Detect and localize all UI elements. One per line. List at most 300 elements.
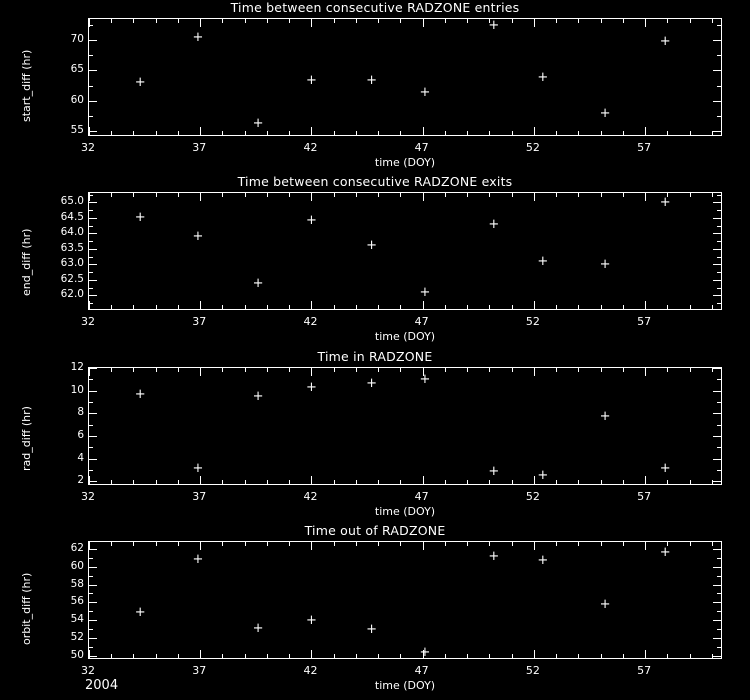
x-tick bbox=[133, 193, 134, 197]
x-tick bbox=[267, 193, 268, 197]
x-tick bbox=[489, 368, 490, 372]
x-tick bbox=[400, 19, 401, 23]
x-tick bbox=[200, 19, 201, 27]
y-tick-minor bbox=[717, 55, 721, 56]
x-tick bbox=[512, 131, 513, 135]
chart-title: Time out of RADZONE bbox=[304, 523, 446, 538]
x-tick bbox=[200, 193, 201, 201]
x-tick bbox=[645, 476, 646, 484]
x-tick bbox=[378, 131, 379, 135]
x-tick bbox=[445, 480, 446, 484]
data-point bbox=[306, 382, 317, 393]
data-point bbox=[253, 278, 264, 289]
x-tick bbox=[690, 305, 691, 309]
y-tick-minor bbox=[89, 295, 93, 296]
x-tick bbox=[267, 542, 268, 546]
y-axis-title: orbit_diff (hr) bbox=[20, 572, 33, 645]
x-tick bbox=[578, 193, 579, 197]
x-tick bbox=[400, 193, 401, 197]
x-tick bbox=[334, 305, 335, 309]
x-tick bbox=[645, 19, 646, 27]
x-tick bbox=[178, 368, 179, 372]
x-tick-label: 42 bbox=[303, 315, 318, 328]
x-tick bbox=[578, 19, 579, 23]
y-tick-label: 63.0 bbox=[60, 257, 84, 270]
x-tick bbox=[556, 131, 557, 135]
x-tick bbox=[289, 19, 290, 23]
x-tick bbox=[334, 542, 335, 546]
x-tick bbox=[712, 305, 713, 309]
data-point bbox=[419, 287, 430, 298]
data-point bbox=[660, 36, 671, 47]
y-tick-minor bbox=[89, 436, 93, 437]
y-tick-minor bbox=[717, 436, 721, 437]
x-tick bbox=[489, 305, 490, 309]
x-tick bbox=[356, 654, 357, 658]
data-point bbox=[600, 108, 611, 119]
x-tick bbox=[267, 654, 268, 658]
x-tick bbox=[400, 368, 401, 372]
x-tick bbox=[467, 542, 468, 546]
data-point bbox=[419, 374, 430, 385]
x-tick bbox=[311, 193, 312, 201]
data-point bbox=[660, 547, 671, 558]
x-tick bbox=[534, 476, 535, 484]
y-tick-minor bbox=[717, 602, 721, 603]
y-tick-minor bbox=[89, 391, 93, 392]
x-tick bbox=[601, 480, 602, 484]
x-tick bbox=[289, 305, 290, 309]
x-tick bbox=[556, 542, 557, 546]
data-point bbox=[419, 87, 430, 98]
x-tick bbox=[423, 542, 424, 550]
x-tick bbox=[578, 542, 579, 546]
x-tick bbox=[200, 301, 201, 309]
x-tick bbox=[289, 131, 290, 135]
x-tick bbox=[222, 368, 223, 372]
y-tick-minor bbox=[89, 368, 93, 369]
x-tick bbox=[289, 193, 290, 197]
x-tick bbox=[601, 368, 602, 372]
x-tick-label: 47 bbox=[414, 141, 429, 154]
data-point bbox=[366, 240, 377, 251]
y-tick-label: 55 bbox=[70, 123, 84, 136]
x-tick-label: 52 bbox=[525, 315, 540, 328]
y-tick-minor bbox=[89, 481, 93, 482]
y-tick-minor bbox=[717, 368, 721, 369]
x-tick bbox=[334, 19, 335, 23]
y-tick-label: 10 bbox=[70, 383, 84, 396]
x-tick bbox=[512, 19, 513, 23]
x-tick-label: 42 bbox=[303, 664, 318, 677]
data-point bbox=[366, 378, 377, 389]
y-tick-minor bbox=[89, 195, 93, 196]
x-tick bbox=[200, 368, 201, 376]
x-tick bbox=[267, 131, 268, 135]
y-tick-minor bbox=[717, 379, 721, 380]
x-tick bbox=[311, 19, 312, 27]
data-point bbox=[488, 551, 499, 562]
x-tick-label: 57 bbox=[637, 315, 652, 328]
y-tick-minor bbox=[89, 303, 93, 304]
y-tick-minor bbox=[717, 70, 721, 71]
x-tick bbox=[222, 19, 223, 23]
y-tick-minor bbox=[717, 481, 721, 482]
x-tick-label: 32 bbox=[81, 664, 95, 677]
x-tick bbox=[467, 131, 468, 135]
x-tick bbox=[623, 305, 624, 309]
y-tick-minor bbox=[89, 620, 93, 621]
x-tick bbox=[423, 476, 424, 484]
y-tick-minor bbox=[89, 70, 93, 71]
x-tick bbox=[645, 193, 646, 201]
x-tick bbox=[200, 650, 201, 658]
y-tick-minor bbox=[89, 218, 93, 219]
y-tick-minor bbox=[89, 459, 93, 460]
y-tick-label: 65 bbox=[70, 63, 84, 76]
x-tick bbox=[467, 654, 468, 658]
x-tick bbox=[645, 127, 646, 135]
data-point bbox=[366, 624, 377, 635]
x-tick bbox=[400, 131, 401, 135]
y-tick-label: 8 bbox=[77, 406, 84, 419]
x-tick bbox=[89, 301, 90, 309]
y-tick-minor bbox=[717, 470, 721, 471]
x-tick bbox=[245, 131, 246, 135]
x-tick bbox=[378, 193, 379, 197]
y-tick-minor bbox=[717, 647, 721, 648]
x-tick bbox=[222, 193, 223, 197]
y-tick-label: 52 bbox=[70, 630, 84, 643]
y-tick-minor bbox=[89, 241, 93, 242]
x-tick bbox=[334, 368, 335, 372]
x-tick bbox=[623, 368, 624, 372]
x-tick bbox=[690, 19, 691, 23]
x-tick bbox=[267, 368, 268, 372]
y-tick-minor bbox=[717, 101, 721, 102]
x-tick bbox=[111, 305, 112, 309]
x-tick bbox=[645, 301, 646, 309]
x-tick bbox=[156, 131, 157, 135]
y-tick-label: 62.0 bbox=[60, 288, 84, 301]
data-point bbox=[366, 75, 377, 86]
x-tick bbox=[400, 542, 401, 546]
x-tick bbox=[690, 368, 691, 372]
x-tick bbox=[467, 193, 468, 197]
y-tick-minor bbox=[717, 86, 721, 87]
x-tick bbox=[690, 542, 691, 546]
x-tick-label: 42 bbox=[303, 490, 318, 503]
x-tick bbox=[133, 480, 134, 484]
y-tick-minor bbox=[717, 447, 721, 448]
y-tick-minor bbox=[89, 611, 93, 612]
chart-title: Time between consecutive RADZONE entries bbox=[230, 0, 520, 15]
x-tick-label: 32 bbox=[81, 141, 95, 154]
x-tick bbox=[623, 193, 624, 197]
x-tick bbox=[311, 368, 312, 376]
y-tick-minor bbox=[89, 280, 93, 281]
x-tick bbox=[489, 193, 490, 197]
x-tick bbox=[133, 305, 134, 309]
x-tick bbox=[512, 654, 513, 658]
data-point bbox=[537, 555, 548, 566]
x-tick bbox=[245, 480, 246, 484]
data-point bbox=[488, 20, 499, 31]
x-tick bbox=[222, 654, 223, 658]
x-tick bbox=[534, 542, 535, 550]
y-tick-minor bbox=[89, 656, 93, 657]
y-tick-minor bbox=[89, 226, 93, 227]
y-tick-minor bbox=[89, 602, 93, 603]
x-tick bbox=[156, 480, 157, 484]
y-tick-minor bbox=[717, 280, 721, 281]
x-tick-label: 37 bbox=[192, 490, 207, 503]
data-point bbox=[193, 463, 204, 474]
x-tick-label: 37 bbox=[192, 315, 207, 328]
data-point bbox=[488, 466, 499, 477]
x-tick bbox=[556, 480, 557, 484]
y-tick-minor bbox=[89, 558, 93, 559]
y-tick-minor bbox=[89, 447, 93, 448]
data-point bbox=[488, 219, 499, 230]
y-tick-label: 62 bbox=[70, 542, 84, 555]
x-tick bbox=[623, 19, 624, 23]
data-point bbox=[193, 32, 204, 43]
x-tick bbox=[356, 19, 357, 23]
x-tick bbox=[378, 19, 379, 23]
data-point bbox=[660, 463, 671, 474]
x-tick bbox=[178, 193, 179, 197]
x-tick bbox=[489, 131, 490, 135]
year-label: 2004 bbox=[85, 678, 119, 693]
x-tick bbox=[534, 19, 535, 27]
x-tick bbox=[156, 368, 157, 372]
y-tick-label: 12 bbox=[70, 361, 84, 373]
x-tick-label: 57 bbox=[637, 141, 652, 154]
y-tick-minor bbox=[717, 195, 721, 196]
y-tick-minor bbox=[89, 202, 93, 203]
x-tick bbox=[534, 368, 535, 376]
data-point bbox=[306, 615, 317, 626]
y-tick-minor bbox=[89, 116, 93, 117]
y-tick-minor bbox=[89, 629, 93, 630]
x-tick bbox=[601, 131, 602, 135]
x-tick bbox=[400, 305, 401, 309]
data-point bbox=[253, 118, 264, 129]
x-tick bbox=[133, 19, 134, 23]
x-tick bbox=[267, 19, 268, 23]
data-point bbox=[537, 72, 548, 83]
x-tick bbox=[378, 305, 379, 309]
y-tick-minor bbox=[717, 288, 721, 289]
x-tick-label: 52 bbox=[525, 490, 540, 503]
x-tick bbox=[311, 127, 312, 135]
x-tick bbox=[89, 368, 90, 376]
x-tick bbox=[578, 654, 579, 658]
x-tick bbox=[512, 542, 513, 546]
x-tick bbox=[245, 305, 246, 309]
x-tick bbox=[222, 542, 223, 546]
x-tick bbox=[445, 305, 446, 309]
y-axis-title: end_diff (hr) bbox=[20, 228, 33, 296]
x-tick bbox=[111, 19, 112, 23]
x-tick bbox=[289, 542, 290, 546]
x-tick bbox=[222, 305, 223, 309]
y-tick-minor bbox=[717, 576, 721, 577]
x-tick bbox=[712, 19, 713, 23]
x-tick bbox=[356, 131, 357, 135]
plot-area bbox=[88, 192, 722, 310]
x-tick-label: 47 bbox=[414, 490, 429, 503]
x-tick bbox=[289, 368, 290, 372]
y-tick-label: 64.0 bbox=[60, 226, 84, 239]
x-tick-label: 37 bbox=[192, 141, 207, 154]
x-tick bbox=[156, 542, 157, 546]
y-tick-minor bbox=[717, 656, 721, 657]
x-tick bbox=[200, 127, 201, 135]
x-tick bbox=[534, 127, 535, 135]
data-point bbox=[193, 231, 204, 242]
x-tick bbox=[667, 305, 668, 309]
x-tick bbox=[156, 19, 157, 23]
x-tick bbox=[111, 193, 112, 197]
x-tick-label: 32 bbox=[81, 315, 95, 328]
x-axis-title: time (DOY) bbox=[374, 330, 436, 343]
data-point bbox=[253, 391, 264, 402]
y-tick-minor bbox=[89, 638, 93, 639]
x-tick bbox=[556, 19, 557, 23]
x-tick bbox=[645, 542, 646, 550]
x-tick-label: 47 bbox=[414, 315, 429, 328]
x-tick bbox=[667, 368, 668, 372]
x-tick bbox=[156, 654, 157, 658]
y-tick-minor bbox=[89, 647, 93, 648]
y-axis-title: start_diff (hr) bbox=[20, 49, 33, 122]
y-tick-minor bbox=[89, 40, 93, 41]
x-tick bbox=[378, 542, 379, 546]
x-tick bbox=[356, 542, 357, 546]
y-tick-minor bbox=[717, 593, 721, 594]
x-tick bbox=[667, 19, 668, 23]
x-tick bbox=[489, 542, 490, 546]
x-tick bbox=[601, 542, 602, 546]
y-tick-minor bbox=[717, 459, 721, 460]
y-tick-label: 63.5 bbox=[60, 241, 84, 254]
y-tick-minor bbox=[717, 549, 721, 550]
x-tick bbox=[423, 193, 424, 201]
data-point bbox=[306, 75, 317, 86]
x-tick bbox=[89, 476, 90, 484]
y-tick-label: 56 bbox=[70, 595, 84, 608]
y-tick-minor bbox=[717, 620, 721, 621]
x-tick bbox=[467, 368, 468, 372]
y-tick-minor bbox=[717, 272, 721, 273]
x-tick bbox=[623, 480, 624, 484]
plot-area bbox=[88, 18, 722, 136]
y-tick-minor bbox=[717, 303, 721, 304]
y-tick-minor bbox=[89, 86, 93, 87]
x-axis-title: time (DOY) bbox=[374, 156, 436, 169]
x-tick bbox=[667, 131, 668, 135]
x-tick bbox=[601, 19, 602, 23]
x-tick bbox=[111, 542, 112, 546]
data-point bbox=[419, 647, 430, 658]
x-tick bbox=[534, 301, 535, 309]
y-tick-minor bbox=[717, 264, 721, 265]
y-tick-minor bbox=[89, 55, 93, 56]
x-tick bbox=[423, 19, 424, 27]
x-tick bbox=[267, 305, 268, 309]
x-tick-label: 52 bbox=[525, 664, 540, 677]
y-tick-minor bbox=[717, 567, 721, 568]
y-tick-minor bbox=[89, 101, 93, 102]
x-tick bbox=[133, 542, 134, 546]
x-tick bbox=[512, 368, 513, 372]
y-tick-minor bbox=[89, 470, 93, 471]
x-tick-label: 32 bbox=[81, 490, 95, 503]
y-tick-minor bbox=[89, 567, 93, 568]
x-tick-label: 37 bbox=[192, 664, 207, 677]
x-tick bbox=[178, 305, 179, 309]
x-tick bbox=[111, 480, 112, 484]
y-tick-minor bbox=[89, 249, 93, 250]
x-tick bbox=[534, 193, 535, 201]
x-tick bbox=[156, 193, 157, 197]
x-tick bbox=[690, 654, 691, 658]
x-tick bbox=[245, 542, 246, 546]
x-tick bbox=[423, 301, 424, 309]
y-tick-minor bbox=[89, 210, 93, 211]
x-tick bbox=[623, 131, 624, 135]
x-tick bbox=[89, 650, 90, 658]
x-tick bbox=[222, 480, 223, 484]
x-tick bbox=[156, 305, 157, 309]
data-point bbox=[135, 607, 146, 618]
x-tick bbox=[601, 305, 602, 309]
y-tick-minor bbox=[717, 638, 721, 639]
x-tick bbox=[578, 368, 579, 372]
chart-title: Time in RADZONE bbox=[317, 349, 433, 364]
x-tick bbox=[578, 131, 579, 135]
x-tick-label: 57 bbox=[637, 664, 652, 677]
x-tick bbox=[245, 368, 246, 372]
y-tick-minor bbox=[717, 611, 721, 612]
y-tick-minor bbox=[89, 549, 93, 550]
x-tick bbox=[178, 654, 179, 658]
x-tick-label: 52 bbox=[525, 141, 540, 154]
data-point bbox=[135, 389, 146, 400]
y-tick-label: 62.5 bbox=[60, 272, 84, 285]
x-tick bbox=[445, 193, 446, 197]
x-tick bbox=[378, 654, 379, 658]
y-tick-minor bbox=[717, 40, 721, 41]
x-tick bbox=[556, 305, 557, 309]
x-tick bbox=[200, 476, 201, 484]
plot-area bbox=[88, 367, 722, 485]
x-tick bbox=[378, 480, 379, 484]
data-point bbox=[537, 470, 548, 481]
y-tick-minor bbox=[717, 402, 721, 403]
x-tick bbox=[645, 650, 646, 658]
x-tick bbox=[289, 654, 290, 658]
y-tick-label: 70 bbox=[70, 33, 84, 46]
x-tick bbox=[623, 654, 624, 658]
x-tick bbox=[311, 301, 312, 309]
y-tick-minor bbox=[717, 558, 721, 559]
x-tick bbox=[489, 480, 490, 484]
y-axis-title: rad_diff (hr) bbox=[20, 406, 33, 471]
y-tick-minor bbox=[717, 413, 721, 414]
